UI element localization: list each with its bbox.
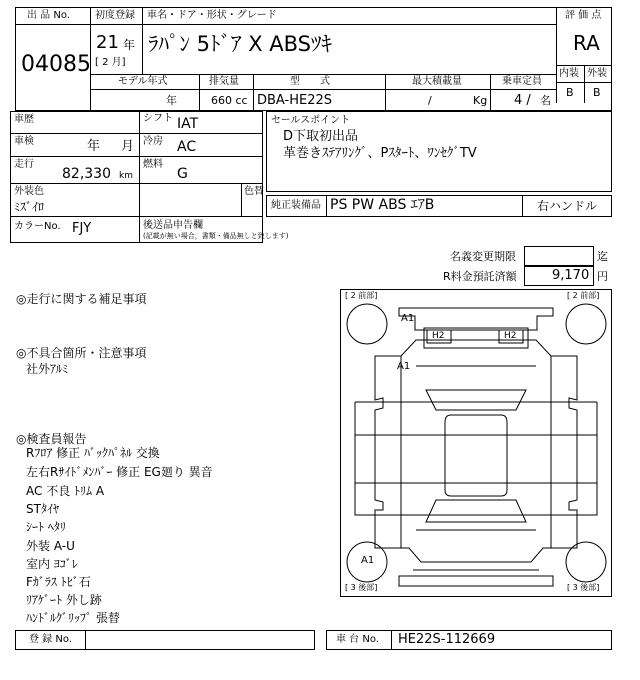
- defect-item: 社外ｱﾙﾐ: [26, 362, 69, 376]
- equipment-label: 純正装備品: [271, 200, 321, 211]
- damage-mark: A1: [401, 313, 415, 324]
- sales-point-label: セールスポイント: [271, 115, 351, 126]
- max-load-label: 最大積載量: [412, 76, 462, 87]
- capacity: 4 /: [514, 93, 531, 108]
- chassis-no: HE22S-112669: [398, 632, 496, 647]
- docs-note: (記載が無い場合，書類・備品無しと致します): [143, 232, 289, 240]
- reg-no-label: 登 録 No.: [29, 634, 72, 645]
- interior-grade: B: [566, 86, 574, 99]
- lot-no: 04085: [21, 52, 91, 77]
- rear-left-label: [ 3 後部]: [345, 583, 378, 592]
- capacity-label: 乗車定員: [502, 76, 542, 87]
- inspector-item: ﾘｱｹﾞｰﾄ 外し跡: [26, 593, 102, 607]
- type-value: DBA-HE22S: [257, 93, 333, 108]
- ac-label: 冷房: [143, 136, 163, 147]
- sales-line-1: D下取初出品: [283, 129, 359, 144]
- type-label: 型 式: [290, 76, 330, 87]
- model-year-unit: 年: [166, 94, 177, 107]
- fuel-value: G: [177, 166, 188, 182]
- model-name: ﾗﾊﾟﾝ 5ﾄﾞｱ X ABSﾂｷ: [148, 32, 333, 56]
- first-reg-label: 初度登録: [95, 10, 135, 21]
- recycle-label: R料金預託済額: [443, 270, 517, 283]
- rear-right-label: [ 3 後部]: [567, 583, 600, 592]
- docs-label: 後送品申告欄: [143, 220, 203, 231]
- inspection-year: 年: [87, 139, 101, 154]
- ext-color-label: 外装色: [14, 186, 44, 197]
- inspector-item: 室内 ﾖｺﾞﾚ: [26, 557, 78, 571]
- front-right-label: [ 2 前部]: [567, 291, 600, 300]
- lot-no-label: 出 品 No.: [27, 10, 70, 21]
- max-load: /: [428, 94, 432, 107]
- shift-label: シフト: [143, 113, 173, 124]
- sales-line-2: 革巻きｽﾃｱﾘﾝｸﾞ、Pｽﾀｰﾄ、ﾜﾝｾｸﾞTV: [283, 146, 477, 161]
- inspector-item: Fｶﾞﾗｽ ﾄﾋﾞ石: [26, 575, 91, 589]
- ac-value: AC: [177, 139, 197, 155]
- interior-label: 内装: [559, 68, 579, 79]
- recycle-unit: 円: [597, 270, 608, 283]
- damage-mark: H2: [432, 331, 445, 341]
- front-left-label: [ 2 前部]: [345, 291, 378, 300]
- inspector-heading: ◎検査員報告: [16, 432, 87, 446]
- mileage-label: 走行: [14, 159, 34, 170]
- chassis-label: 車 台 No.: [336, 634, 379, 645]
- model-label: 車名・ドア・形状・グレード: [147, 10, 277, 21]
- mileage: 82,330: [62, 166, 111, 182]
- color-change-label: 色替: [244, 186, 264, 197]
- mileage-unit: km: [119, 171, 133, 181]
- displacement-label: 排気量: [209, 76, 239, 87]
- exterior-grade: B: [593, 86, 601, 99]
- color-no: FJY: [72, 221, 92, 236]
- inspector-item: 外装 A-U: [26, 539, 75, 553]
- model-year-label: モデル年式: [118, 76, 168, 87]
- name-change-label: 名義変更期限: [450, 250, 516, 263]
- recycle-amount: 9,170: [552, 268, 590, 283]
- inspector-item: AC 不良 ﾄﾘﾑ A: [26, 484, 105, 498]
- inspector-item: 左右Rｻｲﾄﾞﾒﾝﾊﾞｰ 修正 EG廻り 異音: [26, 465, 213, 479]
- equipment-value: PS PW ABS ｴｱB: [330, 197, 435, 213]
- shift-value: IAT: [177, 116, 199, 132]
- inspector-item: Rﾌﾛｱ 修正 ﾊﾞｯｸﾊﾟﾈﾙ 交換: [26, 446, 160, 460]
- steering-side: 右ハンドル: [537, 199, 598, 213]
- name-change-unit: 迄: [597, 250, 608, 263]
- driving-heading: ◎走行に関する補足事項: [16, 292, 147, 306]
- damage-mark: H2: [504, 331, 517, 341]
- capacity-unit: 名: [540, 94, 551, 107]
- first-reg-year: 21: [96, 32, 119, 53]
- defects-heading: ◎不具合箇所・注意事項: [16, 346, 147, 360]
- damage-mark: A1: [361, 555, 375, 566]
- damage-diagram: [340, 289, 612, 597]
- inspection-label: 車検: [14, 136, 34, 147]
- inspector-item: ﾊﾝﾄﾞﾙｸﾞﾘｯﾌﾟ 張替: [26, 611, 120, 625]
- grade-label: 評 価 点: [565, 10, 602, 21]
- history-label: 車歴: [14, 114, 34, 125]
- name-change-box: [524, 246, 594, 266]
- inspector-item: STﾀｲﾔ: [26, 502, 59, 516]
- exterior-label: 外装: [587, 68, 607, 79]
- max-load-unit: Kg: [473, 94, 488, 107]
- ext-color: ﾐｽﾞｲﾛ: [14, 200, 45, 214]
- damage-mark: A1: [397, 361, 411, 372]
- inspection-month: 月: [121, 139, 135, 154]
- year-unit: 年: [123, 38, 136, 52]
- first-reg-month: [ 2 月]: [95, 57, 126, 68]
- car-outline: [341, 290, 611, 596]
- fuel-label: 燃料: [143, 159, 163, 170]
- color-no-label: カラーNo.: [14, 221, 61, 232]
- inspector-item: ｼｰﾄ ﾍﾀﾘ: [26, 520, 66, 534]
- overall-grade: RA: [573, 31, 600, 55]
- displacement: 660 cc: [211, 94, 248, 107]
